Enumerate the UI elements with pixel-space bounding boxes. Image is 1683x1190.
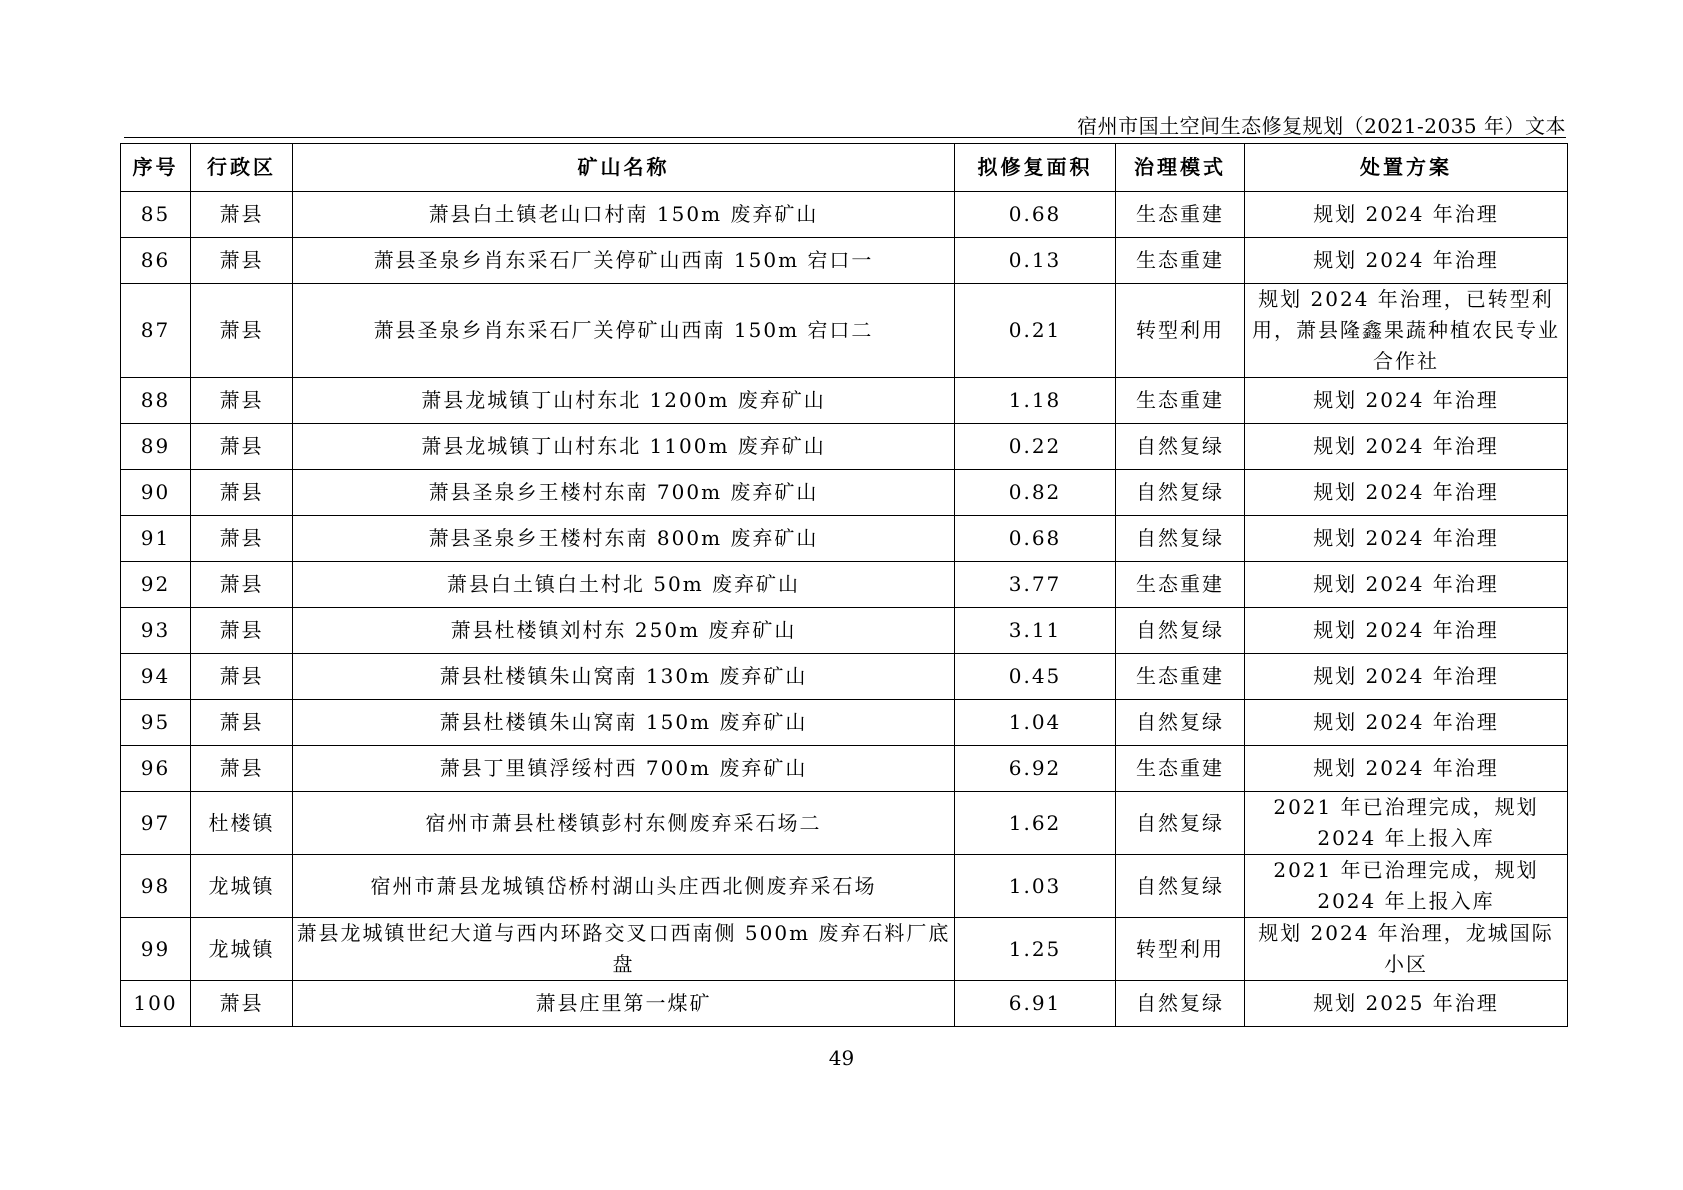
column-header-number: 序号: [121, 144, 191, 192]
cell-area: 0.68: [955, 192, 1116, 238]
cell-mode: 自然复绿: [1116, 608, 1245, 654]
cell-number: 92: [121, 562, 191, 608]
cell-district: 萧县: [191, 654, 293, 700]
cell-mode: 自然复绿: [1116, 424, 1245, 470]
cell-plan: 规划 2024 年治理: [1245, 746, 1568, 792]
column-header-mode: 治理模式: [1116, 144, 1245, 192]
table-row: [121, 746, 1568, 792]
cell-plan: 规划 2024 年治理: [1245, 192, 1568, 238]
cell-area: 0.22: [955, 424, 1116, 470]
cell-number: 100: [121, 981, 191, 1027]
cell-mine-name: 萧县白土镇白土村北 50m 废弃矿山: [293, 562, 955, 608]
cell-mode: 自然复绿: [1116, 516, 1245, 562]
cell-plan: 规划 2024 年治理: [1245, 562, 1568, 608]
cell-area: 0.13: [955, 238, 1116, 284]
cell-plan: 规划 2024 年治理: [1245, 654, 1568, 700]
cell-mine-name: 萧县圣泉乡肖东采石厂关停矿山西南 150m 宕口二: [293, 284, 955, 378]
cell-number: 88: [121, 378, 191, 424]
cell-district: 萧县: [191, 378, 293, 424]
cell-district: 萧县: [191, 608, 293, 654]
column-header-plan: 处置方案: [1245, 144, 1568, 192]
column-header-area: 拟修复面积: [955, 144, 1116, 192]
cell-mode: 自然复绿: [1116, 470, 1245, 516]
cell-mode: 生态重建: [1116, 654, 1245, 700]
table-header-row: [121, 144, 1568, 192]
cell-mine-name: 萧县龙城镇丁山村东北 1200m 废弃矿山: [293, 378, 955, 424]
cell-number: 93: [121, 608, 191, 654]
cell-mine-name: 萧县龙城镇丁山村东北 1100m 废弃矿山: [293, 424, 955, 470]
cell-plan: 规划 2024 年治理: [1245, 608, 1568, 654]
cell-mine-name: 萧县圣泉乡王楼村东南 700m 废弃矿山: [293, 470, 955, 516]
table-row: [121, 424, 1568, 470]
cell-number: 95: [121, 700, 191, 746]
cell-district: 萧县: [191, 562, 293, 608]
cell-mode: 自然复绿: [1116, 700, 1245, 746]
cell-mode: 自然复绿: [1116, 792, 1245, 855]
cell-number: 94: [121, 654, 191, 700]
cell-district: 龙城镇: [191, 855, 293, 918]
cell-area: 3.77: [955, 562, 1116, 608]
cell-plan: 规划 2024 年治理，龙城国际小区: [1245, 918, 1568, 981]
cell-mode: 生态重建: [1116, 746, 1245, 792]
cell-mode: 生态重建: [1116, 378, 1245, 424]
cell-district: 杜楼镇: [191, 792, 293, 855]
cell-mine-name: 萧县庄里第一煤矿: [293, 981, 955, 1027]
cell-mine-name: 萧县杜楼镇刘村东 250m 废弃矿山: [293, 608, 955, 654]
cell-district: 龙城镇: [191, 918, 293, 981]
table-row: [121, 470, 1568, 516]
cell-number: 90: [121, 470, 191, 516]
table-row: [121, 654, 1568, 700]
cell-district: 萧县: [191, 516, 293, 562]
cell-plan: 规划 2024 年治理，已转型利用，萧县隆鑫果蔬种植农民专业合作社: [1245, 284, 1568, 378]
cell-plan: 规划 2025 年治理: [1245, 981, 1568, 1027]
cell-area: 1.03: [955, 855, 1116, 918]
cell-mode: 转型利用: [1116, 918, 1245, 981]
table-row: [121, 562, 1568, 608]
cell-area: 0.68: [955, 516, 1116, 562]
cell-plan: 2021 年已治理完成，规划 2024 年上报入库: [1245, 855, 1568, 918]
cell-number: 89: [121, 424, 191, 470]
cell-area: 0.21: [955, 284, 1116, 378]
header-rule: [124, 137, 1566, 138]
cell-mine-name: 萧县杜楼镇朱山窝南 150m 废弃矿山: [293, 700, 955, 746]
cell-area: 0.45: [955, 654, 1116, 700]
cell-district: 萧县: [191, 700, 293, 746]
table-row: [121, 700, 1568, 746]
cell-area: 6.91: [955, 981, 1116, 1027]
cell-district: 萧县: [191, 192, 293, 238]
table-row: [121, 238, 1568, 284]
cell-number: 86: [121, 238, 191, 284]
cell-mine-name: 萧县丁里镇浮绥村西 700m 废弃矿山: [293, 746, 955, 792]
cell-mode: 自然复绿: [1116, 855, 1245, 918]
cell-number: 85: [121, 192, 191, 238]
cell-area: 1.25: [955, 918, 1116, 981]
cell-mode: 生态重建: [1116, 192, 1245, 238]
cell-plan: 规划 2024 年治理: [1245, 700, 1568, 746]
running-header: 宿州市国土空间生态修复规划（2021-2035 年）文本: [1077, 114, 1566, 138]
cell-mine-name: 萧县杜楼镇朱山窝南 130m 废弃矿山: [293, 654, 955, 700]
cell-plan: 规划 2024 年治理: [1245, 424, 1568, 470]
cell-area: 0.82: [955, 470, 1116, 516]
cell-plan: 2021 年已治理完成，规划 2024 年上报入库: [1245, 792, 1568, 855]
cell-mode: 转型利用: [1116, 284, 1245, 378]
table-row: [121, 918, 1568, 981]
page-number: 49: [828, 1046, 855, 1070]
cell-number: 98: [121, 855, 191, 918]
mine-restoration-table: [120, 143, 1568, 1027]
cell-number: 99: [121, 918, 191, 981]
cell-mine-name: 萧县白土镇老山口村南 150m 废弃矿山: [293, 192, 955, 238]
cell-district: 萧县: [191, 470, 293, 516]
cell-mine-name: 萧县圣泉乡王楼村东南 800m 废弃矿山: [293, 516, 955, 562]
cell-area: 1.18: [955, 378, 1116, 424]
table-row: [121, 608, 1568, 654]
cell-mode: 自然复绿: [1116, 981, 1245, 1027]
table-row: [121, 516, 1568, 562]
cell-plan: 规划 2024 年治理: [1245, 378, 1568, 424]
table-row: [121, 792, 1568, 855]
column-header-mine-name: 矿山名称: [293, 144, 955, 192]
table-row: [121, 284, 1568, 378]
table-row: [121, 855, 1568, 918]
table-row: [121, 981, 1568, 1027]
cell-district: 萧县: [191, 746, 293, 792]
cell-number: 91: [121, 516, 191, 562]
cell-mine-name: 宿州市萧县龙城镇岱桥村湖山头庄西北侧废弃采石场: [293, 855, 955, 918]
cell-mine-name: 宿州市萧县杜楼镇彭村东侧废弃采石场二: [293, 792, 955, 855]
cell-district: 萧县: [191, 284, 293, 378]
cell-plan: 规划 2024 年治理: [1245, 470, 1568, 516]
cell-plan: 规划 2024 年治理: [1245, 238, 1568, 284]
cell-area: 6.92: [955, 746, 1116, 792]
cell-district: 萧县: [191, 424, 293, 470]
cell-area: 1.04: [955, 700, 1116, 746]
table-row: [121, 378, 1568, 424]
cell-mine-name: 萧县圣泉乡肖东采石厂关停矿山西南 150m 宕口一: [293, 238, 955, 284]
cell-area: 1.62: [955, 792, 1116, 855]
cell-number: 87: [121, 284, 191, 378]
cell-number: 96: [121, 746, 191, 792]
cell-district: 萧县: [191, 238, 293, 284]
cell-number: 97: [121, 792, 191, 855]
cell-mine-name: 萧县龙城镇世纪大道与西内环路交叉口西南侧 500m 废弃石料厂底盘: [293, 918, 955, 981]
column-header-district: 行政区: [191, 144, 293, 192]
cell-area: 3.11: [955, 608, 1116, 654]
cell-mode: 生态重建: [1116, 238, 1245, 284]
table-row: [121, 192, 1568, 238]
cell-plan: 规划 2024 年治理: [1245, 516, 1568, 562]
cell-district: 萧县: [191, 981, 293, 1027]
cell-mode: 生态重建: [1116, 562, 1245, 608]
